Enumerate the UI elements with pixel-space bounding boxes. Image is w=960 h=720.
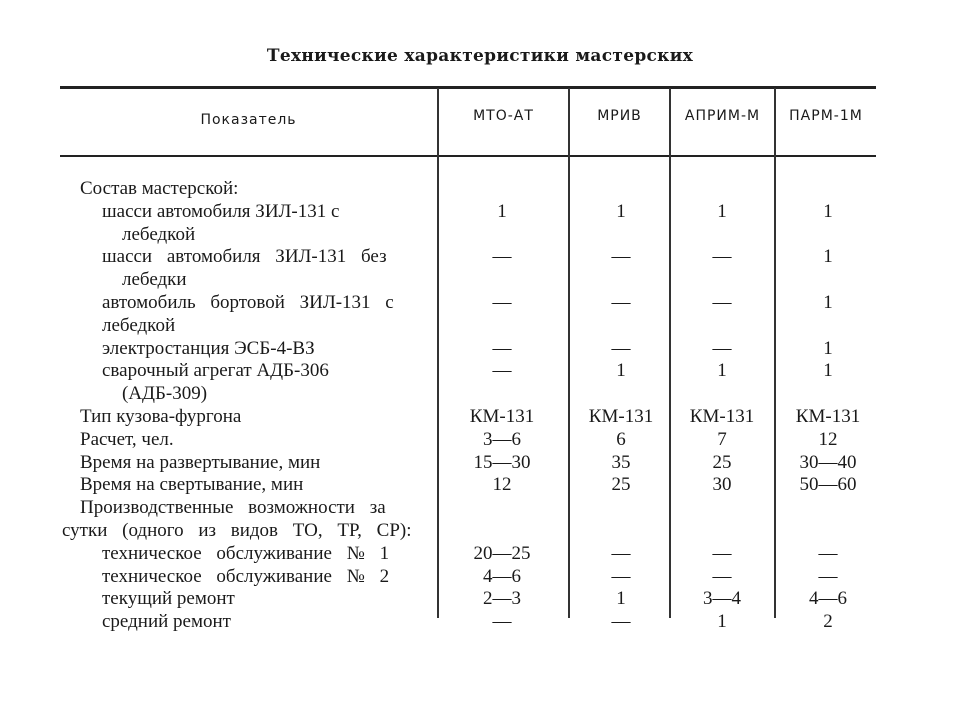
cell-value: —	[712, 292, 732, 313]
row-label: средний ремонт	[102, 611, 231, 632]
cell-value: 4—6	[809, 588, 847, 609]
column-divider-2	[568, 88, 570, 618]
cell-value: 12	[818, 429, 838, 450]
header-mriv: МРИВ	[597, 108, 642, 124]
cell-value: 3—6	[483, 429, 521, 450]
cell-value: 1	[497, 201, 507, 222]
cell-value: 6	[616, 429, 626, 450]
cell-value: 1	[823, 338, 833, 359]
cell-value: 1	[823, 246, 833, 267]
row-label: лебедкой	[122, 224, 196, 245]
row-label: лебедкой	[102, 315, 176, 336]
cell-value: 1	[823, 360, 833, 381]
row-label: Тип кузова-фургона	[80, 406, 242, 427]
cell-value: 2—3	[483, 588, 521, 609]
cell-value: —	[611, 246, 631, 267]
cell-value: 25	[611, 474, 631, 495]
cell-value: 3—4	[703, 588, 741, 609]
row-label: Расчет, чел.	[80, 429, 174, 450]
cell-value: —	[611, 338, 631, 359]
cell-value: 4—6	[483, 566, 521, 587]
column-divider-1	[437, 88, 439, 618]
cell-value: —	[818, 543, 838, 564]
cell-value: —	[492, 338, 512, 359]
cell-value: 1	[616, 360, 626, 381]
row-label: лебедки	[122, 269, 187, 290]
cell-value: —	[492, 360, 512, 381]
row-label: Производственные возможности за	[80, 497, 386, 518]
table-title: Технические характеристики мастерских	[266, 46, 694, 66]
cell-value: 50—60	[799, 474, 857, 495]
cell-value: —	[611, 611, 631, 632]
cell-value: —	[611, 566, 631, 587]
cell-value: 1	[717, 611, 727, 632]
cell-value: КМ-131	[795, 406, 861, 427]
cell-value: 25	[712, 452, 732, 473]
cell-value: 1	[717, 360, 727, 381]
cell-value: —	[611, 292, 631, 313]
cell-value: —	[818, 566, 838, 587]
row-label: шасси автомобиля ЗИЛ-131 без	[102, 246, 387, 267]
cell-value: —	[611, 543, 631, 564]
column-divider-3	[669, 88, 671, 618]
cell-value: —	[492, 611, 512, 632]
row-label: сутки (одного из видов ТО, ТР, СР):	[62, 520, 412, 541]
cell-value: —	[712, 566, 732, 587]
row-label: (АДБ-309)	[122, 383, 208, 404]
cell-value: КМ-131	[588, 406, 654, 427]
cell-value: —	[712, 246, 732, 267]
cell-value: —	[712, 338, 732, 359]
cell-value: 20—25	[473, 543, 531, 564]
cell-value: 1	[717, 201, 727, 222]
cell-value: 1	[823, 201, 833, 222]
cell-value: 12	[492, 474, 512, 495]
cell-value: 1	[616, 588, 626, 609]
cell-value: —	[492, 246, 512, 267]
cell-value: 1	[823, 292, 833, 313]
row-label: автомобиль бортовой ЗИЛ-131 с	[102, 292, 394, 313]
header-aprim-m: АПРИМ-М	[684, 108, 761, 124]
header-indicator: Показатель	[200, 112, 297, 128]
row-label: электростанция ЭСБ-4-ВЗ	[102, 338, 315, 359]
cell-value: 30—40	[799, 452, 857, 473]
cell-value: 1	[616, 201, 626, 222]
row-label: Время на свертывание, мин	[80, 474, 304, 495]
cell-value: КМ-131	[689, 406, 755, 427]
header-mto-at: МТО-АТ	[473, 108, 534, 124]
row-label: текущий ремонт	[102, 588, 235, 609]
top-rule	[60, 86, 876, 89]
row-label: Время на развертывание, мин	[80, 452, 321, 473]
row-label: техническое обслуживание № 2	[102, 566, 390, 587]
cell-value: 35	[611, 452, 631, 473]
cell-value: 2	[823, 611, 833, 632]
header-parm-1m: ПАРМ-1М	[789, 108, 863, 124]
cell-value: —	[712, 543, 732, 564]
cell-value: 7	[717, 429, 727, 450]
cell-value: 15—30	[473, 452, 531, 473]
row-label: шасси автомобиля ЗИЛ-131 с	[102, 201, 340, 222]
column-divider-4	[774, 88, 776, 618]
row-label: Состав мастерской:	[80, 178, 239, 199]
cell-value: КМ-131	[469, 406, 535, 427]
row-label: сварочный агрегат АДБ-306	[102, 360, 329, 381]
row-label: техническое обслуживание № 1	[102, 543, 390, 564]
cell-value: 30	[712, 474, 732, 495]
header-rule	[60, 155, 876, 157]
cell-value: —	[492, 292, 512, 313]
